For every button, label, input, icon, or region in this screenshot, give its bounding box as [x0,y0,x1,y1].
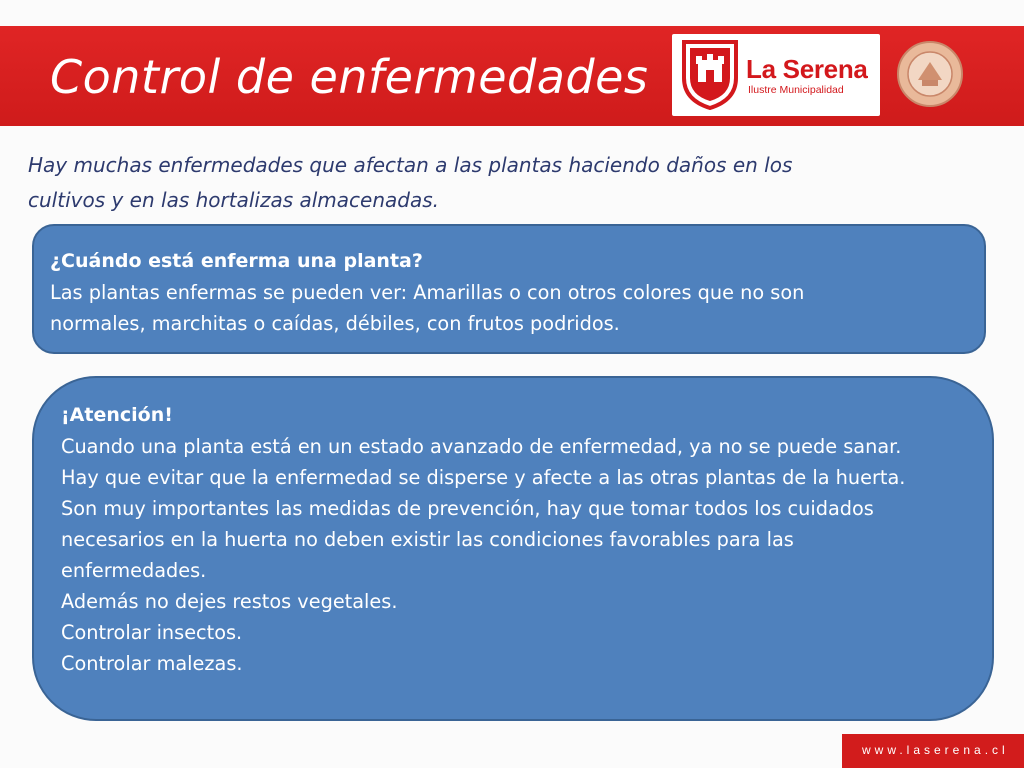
box-line: Controlar malezas. [61,652,243,675]
seal-icon [896,40,964,108]
box-heading: ¡Atención! [61,404,173,426]
box-line: normales, marchitas o caídas, débiles, con frutos podridos. [50,312,620,335]
box-line: Cuando una planta está en un estado avanzado de enfermedad, ya no se puede sanar. [61,435,902,458]
box-line: Son muy importantes las medidas de prevención, hay que tomar todos los cuidados [61,497,874,520]
intro-line: Hay muchas enfermedades que afectan a las plantas haciendo daños en los [28,153,793,177]
box-line: Además no dejes restos vegetales. [61,590,398,613]
slide-title: Control de enfermedades [50,50,649,104]
box-line: Las plantas enfermas se pueden ver: Amarillas o con otros colores que no son [50,281,805,304]
logo-name: La Serena [746,54,868,84]
box-line: enfermedades. [61,559,207,582]
footer-url: www.laserena.cl [862,743,1009,757]
logo-subtitle: Ilustre Municipalidad [748,84,844,96]
box-line: Hay que evitar que la enfermedad se disperse y afecte a las otras plantas de la huerta. [61,466,906,489]
intro-line: cultivos y en las hortalizas almacenadas. [28,188,439,212]
intro-text [28,148,948,218]
attention-box [32,376,994,721]
sick-plant-info-box [32,224,986,354]
box-line: necesarios en la huerta no deben existir las condiciones favorables para las [61,528,794,551]
box-heading: ¿Cuándo está enferma una planta? [50,250,423,272]
box-line: Controlar insectos. [61,621,243,644]
coat-of-arms-icon [680,38,740,110]
